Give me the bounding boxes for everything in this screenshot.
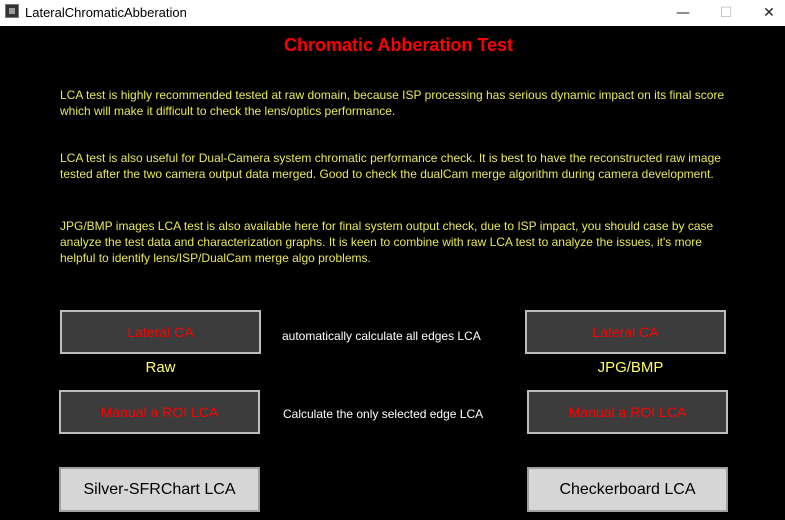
intro-paragraph-raw: LCA test is highly recommended tested at raw domain, because ISP processing has serious dynamic impact on its final score which will make it difficult to check the lens/optics performance. <box>60 88 725 118</box>
raw-label: Raw <box>145 359 176 376</box>
intro-paragraph-dualcam: LCA test is also useful for Dual-Camera system chromatic performance check. It is best to have the reconstructed raw image tested after the two camera output data merged. Good to check the dualCam merge algorithm during camera development. <box>60 151 721 181</box>
jpg-bmp-label: JPG/BMP <box>597 359 664 376</box>
checkerboard-lca-button[interactable]: Checkerboard LCA <box>527 467 728 512</box>
window-title: LateralChromaticAbberation <box>25 5 187 20</box>
page-title: Chromatic Abberation Test <box>283 35 514 55</box>
silver-sfrchart-lca-button[interactable]: Silver-SFRChart LCA <box>59 467 260 512</box>
title-bar <box>0 0 785 26</box>
minimize-button[interactable]: — <box>676 5 690 21</box>
maximize-button[interactable]: ☐ <box>719 5 733 21</box>
close-button[interactable]: ✕ <box>763 5 775 21</box>
jpg-lateral-ca-button[interactable]: Lateral CA <box>525 310 726 354</box>
selected-edge-label: Calculate the only selected edge LCA <box>283 407 484 421</box>
raw-lateral-ca-button[interactable]: Lateral CA <box>60 310 261 354</box>
app-icon <box>5 4 19 18</box>
raw-manual-roi-lca-button[interactable]: Manual a ROI LCA <box>59 390 260 434</box>
jpg-manual-roi-lca-button[interactable]: Manual a ROI LCA <box>527 390 728 434</box>
intro-paragraph-jpg: JPG/BMP images LCA test is also available here for final system output check, due to ISP impact, you should case by case analyze the test data and characterization graphs. It is keen to combine with raw LCA test to analyze the issues, it's more helpful to identify lens/ISP/DualCam merge algo problems. <box>60 219 714 265</box>
auto-all-edges-label: automatically calculate all edges LCA <box>282 329 481 343</box>
